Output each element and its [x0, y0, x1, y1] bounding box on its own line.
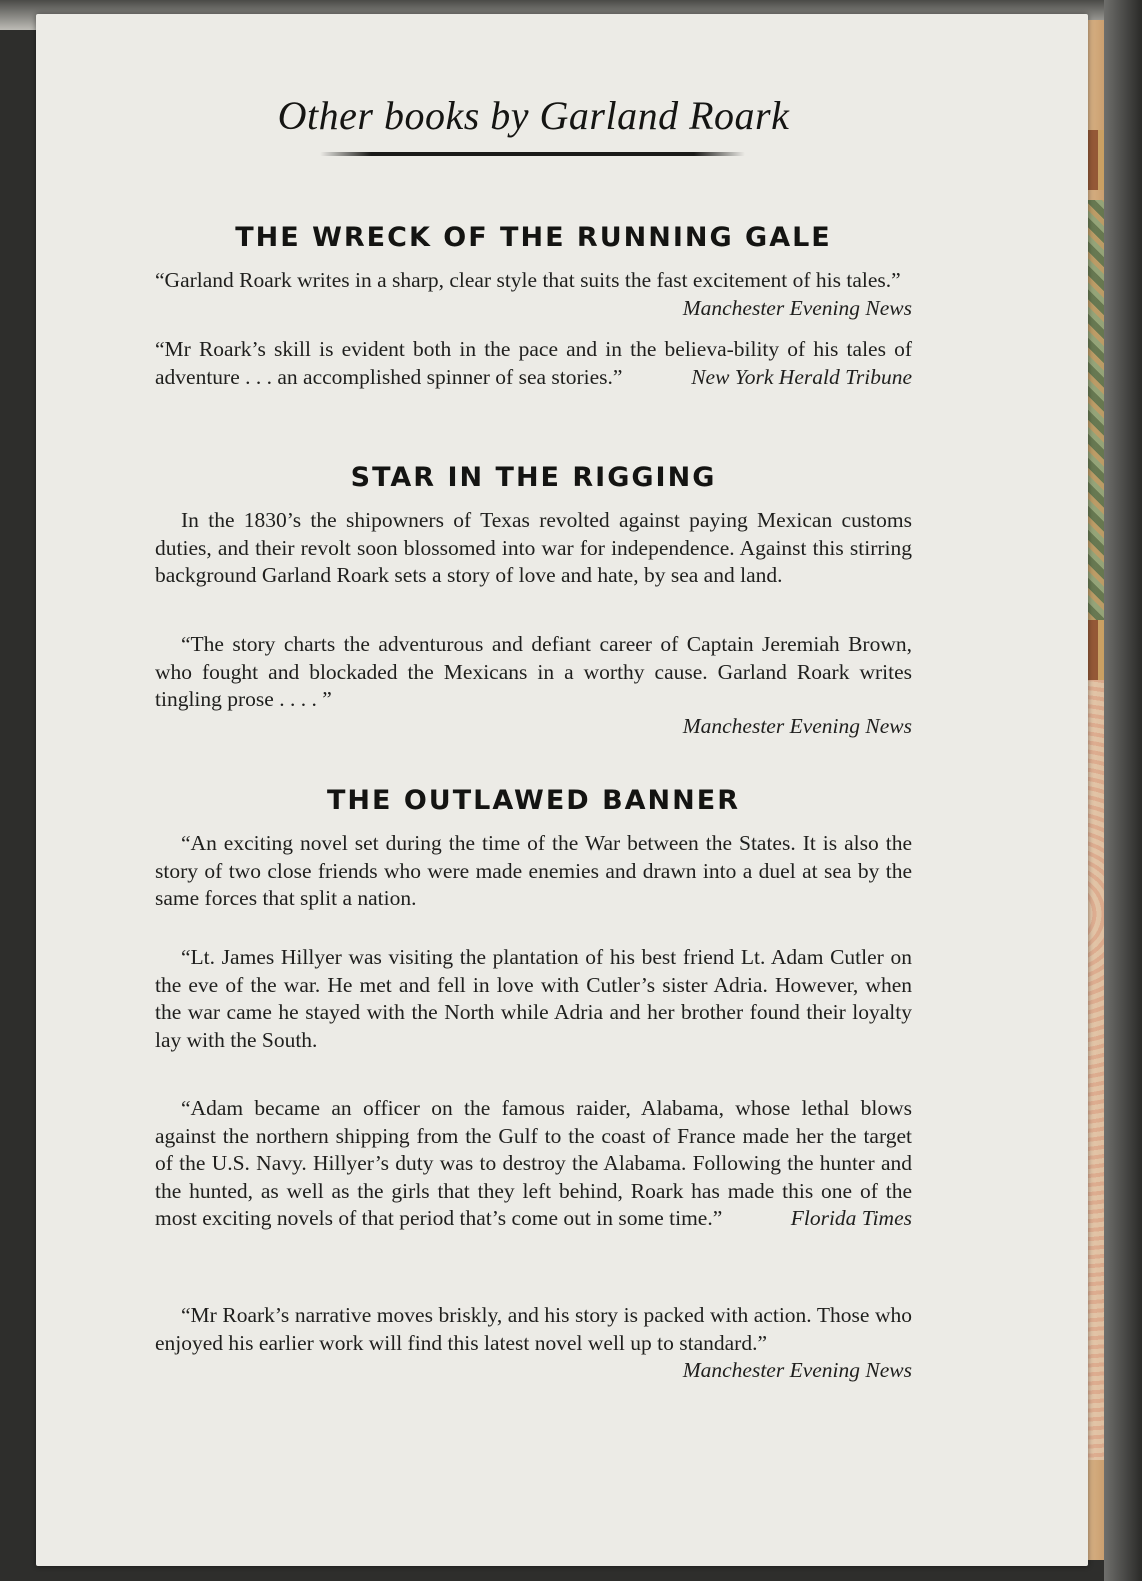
book-blurb: In the 1830’s the shipowners of Texas revolted against paying Mexican customs duties, and their revolt soon blossomed into war for independence. Against this stirring background Garland Roark sets a story of love and hate, by sea and land. — [155, 508, 912, 587]
page-heading: Other books by Garland Roark — [277, 93, 790, 138]
review-source: Manchester Evening News — [682, 295, 912, 320]
review-source: Florida Times — [790, 1206, 912, 1230]
book-title-outlawed: THE OUTLAWED BANNER — [327, 785, 740, 816]
review-text: “Mr Roark’s narrative moves briskly, and his story is packed with action. Those who enjoyed his earlier work will find this latest novel well up to standard.” Manchester Evening News — [155, 1302, 912, 1385]
heading-rule — [320, 152, 745, 156]
spine-shadow — [1104, 0, 1142, 1581]
review-text: “Mr Roark’s skill is evident both in the pace and in the believa-bility of his tales of adventure . . . an accomplished spinner of sea stories.” New York Herald Tribune — [155, 336, 912, 391]
review-text: “Garland Roark writes in a sharp, clear style that suits the fast excitement of his tales.” Manchester Evening News — [155, 267, 912, 322]
review-source: New York Herald Tribune — [691, 364, 912, 389]
review-source: Manchester Evening News — [682, 714, 912, 738]
book-blurb: “An exciting novel set during the time of the War between the States. It is also the story of two close friends who were made enemies and drawn into a duel at sea by the same forces that split a nation. — [155, 831, 912, 910]
book-title-wreck: THE WRECK OF THE RUNNING GALE — [235, 222, 832, 253]
review-source: Manchester Evening News — [682, 1358, 912, 1382]
book-blurb: “Lt. James Hillyer was visiting the plantation of his best friend Lt. Adam Cutler on the eve of the war. He met and fell in love with Cutler’s sister Adria. However, when the war came he stayed with the North while Adria and her brother found their loyalty lay with the South. — [155, 945, 912, 1052]
review-text: “Adam became an officer on the famous raider, Alabama, whose lethal blows against the northern shipping from the Gulf to the coast of France made her the target of the U.S. Navy. Hillyer’s duty was to destroy the Alabama. Following the hunter and the hunted, as well as the girls that they left behind, Roark has made this one of the most exciting novels of that period that’s come out in some time.” Florida Times — [155, 1095, 912, 1233]
review-text: “The story charts the adventurous and defiant career of Captain Jeremiah Brown, who fought and blockaded the Mexicans in a worthy cause. Garland Roark writes tingling prose . . . . ” — [155, 632, 912, 711]
book-title-star: STAR IN THE RIGGING — [350, 462, 717, 493]
